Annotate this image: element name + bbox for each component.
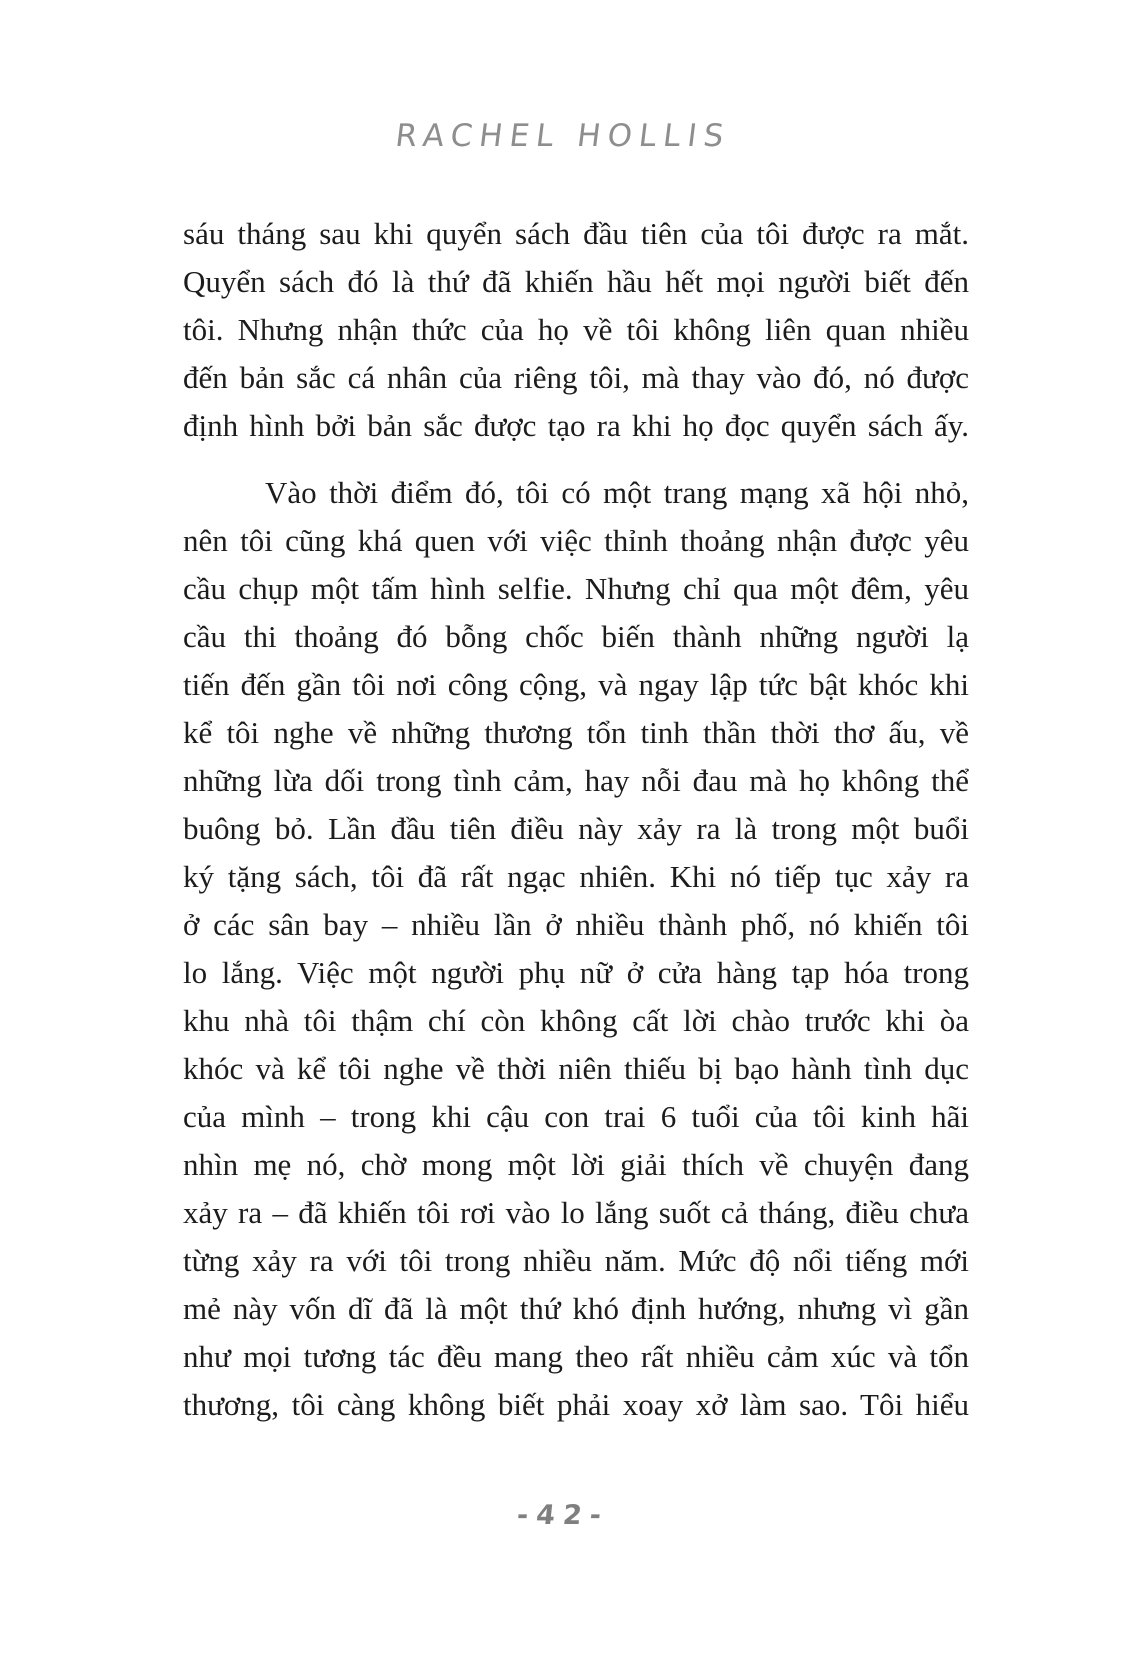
body-text [183, 210, 969, 1429]
body-line: từng xảy ra với tôi trong nhiều năm. Mức độ nổi tiếng mới [183, 1243, 969, 1278]
body-line: định hình bởi bản sắc được tạo ra khi họ đọc quyển sách ấy. [183, 408, 969, 443]
paragraph [183, 210, 969, 450]
body-line: tôi. Nhưng nhận thức của họ về tôi không liên quan nhiều [183, 312, 969, 347]
body-line: mẻ này vốn dĩ đã là một thứ khó định hướng, nhưng vì gần [183, 1291, 969, 1326]
body-line: ở các sân bay – nhiều lần ở nhiều thành phố, nó khiến tôi [183, 907, 969, 942]
body-line: cầu thi thoảng đó bỗng chốc biến thành những người lạ [183, 619, 969, 654]
body-line: đến bản sắc cá nhân của riêng tôi, mà thay vào đó, nó được [183, 360, 969, 395]
running-head-author: RACHEL HOLLIS [393, 118, 733, 154]
body-line: khu nhà tôi thậm chí còn không cất lời chào trước khi òa [183, 1003, 969, 1038]
paragraph [183, 469, 969, 1429]
body-line: kể tôi nghe về những thương tổn tinh thần thời thơ ấu, về [183, 715, 969, 750]
body-line: tiến đến gần tôi nơi công cộng, và ngay lập tức bật khóc khi [183, 667, 969, 702]
body-line: lo lắng. Việc một người phụ nữ ở cửa hàng tạp hóa trong [183, 955, 969, 990]
body-line: xảy ra – đã khiến tôi rơi vào lo lắng suốt cả tháng, điều chưa [183, 1195, 969, 1230]
page-number: -42- [515, 1500, 611, 1531]
body-line: Vào thời điểm đó, tôi có một trang mạng xã hội nhỏ, [265, 475, 969, 510]
body-line: những lừa dối trong tình cảm, hay nỗi đau mà họ không thể [183, 763, 969, 798]
body-line: của mình – trong khi cậu con trai 6 tuổi của tôi kinh hãi [183, 1099, 969, 1134]
body-line: nên tôi cũng khá quen với việc thỉnh thoảng nhận được yêu [183, 523, 969, 558]
body-line: thương, tôi càng không biết phải xoay xở làm sao. Tôi hiểu [183, 1387, 969, 1422]
body-line: như mọi tương tác đều mang theo rất nhiều cảm xúc và tổn [183, 1339, 969, 1374]
body-line: Quyển sách đó là thứ đã khiến hầu hết mọi người biết đến [183, 264, 969, 299]
body-line: buông bỏ. Lần đầu tiên điều này xảy ra là trong một buổi [183, 811, 969, 846]
body-line: sáu tháng sau khi quyển sách đầu tiên của tôi được ra mắt. [183, 216, 969, 251]
body-line: ký tặng sách, tôi đã rất ngạc nhiên. Khi nó tiếp tục xảy ra [183, 859, 969, 894]
body-line: khóc và kể tôi nghe về thời niên thiếu bị bạo hành tình dục [183, 1051, 969, 1086]
body-line: cầu chụp một tấm hình selfie. Nhưng chỉ qua một đêm, yêu [183, 571, 969, 606]
body-line: nhìn mẹ nó, chờ mong một lời giải thích về chuyện đang [183, 1147, 969, 1182]
